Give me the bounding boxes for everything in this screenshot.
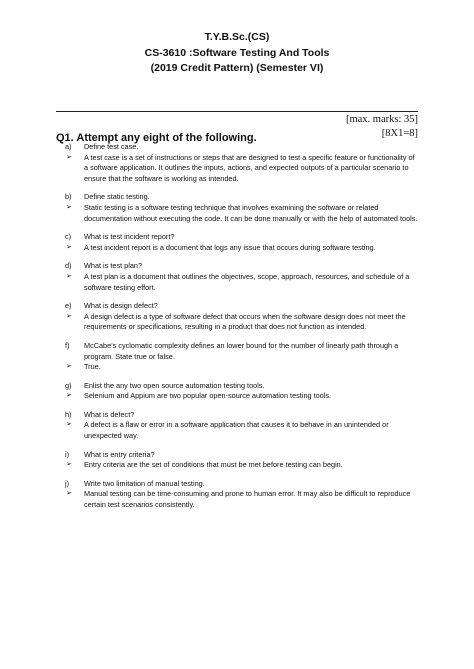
- item-label: b): [65, 192, 72, 202]
- list-item: [56, 261, 418, 293]
- exam-header: [0, 30, 474, 77]
- item-answer: [56, 153, 418, 185]
- answer-text: Static testing is a software testing technique that involves examining the software or related documentation without executing the code. It can be done manually or with the help of automated tools.: [84, 202, 418, 223]
- item-answer: [56, 203, 418, 224]
- answer-text: A test plan is a document that outlines the objectives, scope, approach, resources, and schedule of a software testing effort.: [84, 271, 410, 292]
- item-label: g): [65, 380, 72, 390]
- list-item: [56, 192, 418, 224]
- item-label: c): [65, 232, 72, 242]
- question-text: Define static testing.: [84, 192, 150, 202]
- item-answer: [56, 489, 418, 510]
- item-answer: [56, 243, 418, 254]
- item-label: d): [65, 261, 72, 271]
- item-answer: [56, 362, 418, 373]
- list-item: [56, 232, 418, 253]
- question-text: Define test case.: [84, 142, 139, 151]
- question-text: What is test plan?: [84, 261, 142, 271]
- arrow-bullet-icon: ➢: [66, 490, 72, 498]
- arrow-bullet-icon: ➢: [66, 153, 72, 161]
- answer-text: Entry criteria are the set of conditions that must be met before testing can begin.: [84, 460, 343, 470]
- question-text: Write two limitation of manual testing.: [84, 478, 205, 488]
- answer-text: True.: [84, 362, 101, 372]
- arrow-bullet-icon: ➢: [66, 392, 72, 400]
- item-answer: [56, 312, 418, 333]
- list-item: [56, 301, 418, 333]
- pattern-title: (2019 Credit Pattern) (Semester VI): [150, 62, 324, 74]
- course-title: T.Y.B.Sc.(CS): [204, 31, 270, 43]
- item-question: [56, 301, 418, 312]
- question-text: What is defect?: [84, 409, 135, 419]
- answer-text: A test incident report is a document that logs any issue that occurs during software testing.: [84, 242, 376, 252]
- header-divider: [56, 111, 418, 112]
- question-text: What is test incident report?: [84, 232, 175, 242]
- item-label: e): [65, 301, 72, 311]
- question-list: [56, 142, 418, 519]
- arrow-bullet-icon: ➢: [66, 461, 72, 469]
- list-item: [56, 341, 418, 373]
- subject-title: CS-3610 :Software Testing And Tools: [144, 46, 330, 59]
- arrow-bullet-icon: ➢: [66, 243, 72, 251]
- item-label: f): [65, 340, 70, 350]
- arrow-bullet-icon: ➢: [66, 421, 72, 429]
- item-question: [56, 142, 418, 153]
- question-text: Enlist the any two open source automation testing tools.: [84, 380, 265, 390]
- item-question: [56, 479, 418, 490]
- item-question: [56, 232, 418, 243]
- answer-text: Selenium and Appium are two popular open-source automation testing tools.: [84, 391, 332, 401]
- answer-text: Manual testing can be time-consuming and prone to human error. It may also be difficult to reproduce certain test scenarios consistently.: [84, 489, 411, 510]
- question-marks: [8X1=8]: [381, 128, 418, 139]
- item-question: [56, 261, 418, 272]
- item-answer: [56, 391, 418, 402]
- item-label: h): [65, 409, 72, 419]
- list-item: [56, 479, 418, 511]
- answer-text: A test case is a set of instructions or steps that are designed to test a specific feature or functionality of a software application. It outlines the inputs, actions, and expected outputs of a particular scenario to ensure that the software is working as intended.: [84, 152, 415, 183]
- arrow-bullet-icon: ➢: [66, 363, 72, 371]
- list-item: [56, 450, 418, 471]
- list-item: [56, 381, 418, 402]
- question-text: What is design defect?: [84, 301, 158, 311]
- question-text: McCabe’s cyclomatic complexity defines an lower bound for the number of linearly path through a program. State true or false.: [84, 340, 399, 361]
- item-label: a): [65, 142, 72, 151]
- question-text: What is entry criteria?: [84, 449, 155, 459]
- item-question: [56, 410, 418, 421]
- item-question: [56, 192, 418, 203]
- list-item: [56, 410, 418, 442]
- arrow-bullet-icon: ➢: [66, 203, 72, 211]
- answer-text: A defect is a flaw or error in a software application that causes it to behave in an unintended or unexpected way.: [84, 420, 389, 441]
- list-item: [56, 142, 418, 184]
- question-title: Q1. Attempt any eight of the following.: [56, 132, 257, 144]
- item-question: [56, 381, 418, 392]
- max-marks: [max. marks: 35]: [345, 114, 418, 125]
- arrow-bullet-icon: ➢: [66, 272, 72, 280]
- item-answer: [56, 420, 418, 441]
- answer-text: A design defect is a type of software defect that occurs when the software design does not meet the requirements or specifications, resulting in a product that does not function as intended.: [84, 311, 406, 332]
- item-answer: [56, 272, 418, 293]
- item-question: [56, 450, 418, 461]
- item-label: i): [65, 449, 70, 459]
- item-question: [56, 341, 418, 362]
- item-label: j): [65, 478, 70, 488]
- item-answer: [56, 460, 418, 471]
- arrow-bullet-icon: ➢: [66, 312, 72, 320]
